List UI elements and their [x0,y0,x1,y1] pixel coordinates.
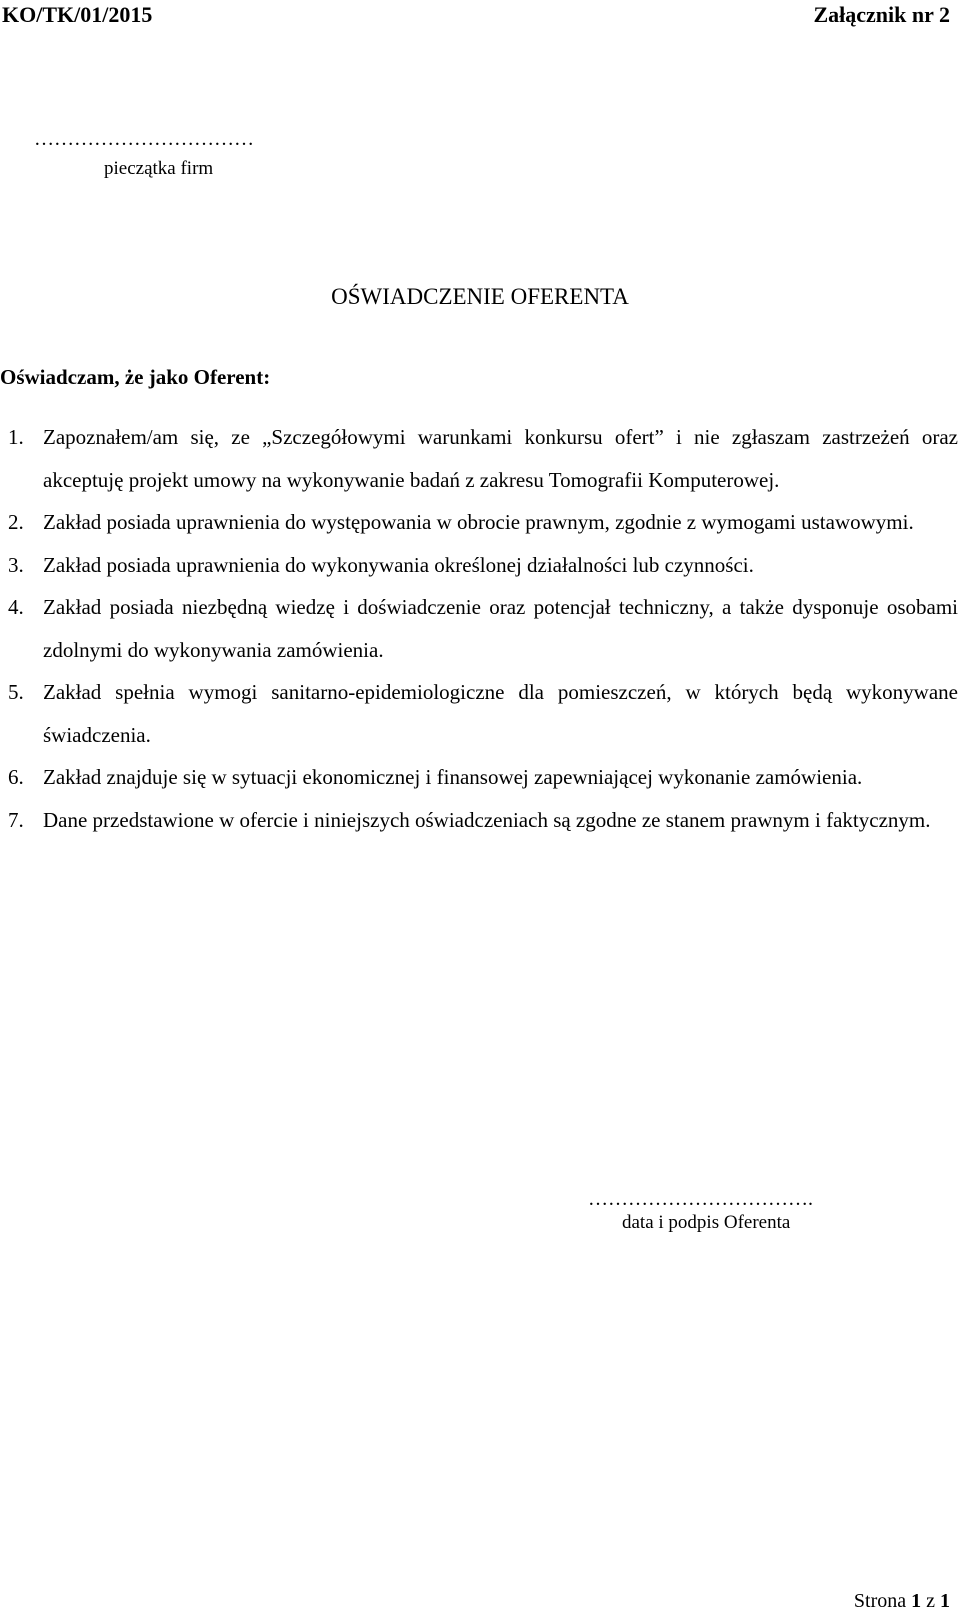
declaration-item-number: 3. [8,552,24,577]
declaration-item-number: 5. [8,680,24,704]
declaration-item [0,416,958,501]
declaration-item-text: Zakład spełnia wymogi sanitarno-epidemiologiczne dla pomieszczeń, w których będą wykonywane świadczenia. [43,680,958,747]
document-title [0,284,960,310]
declaration-item-text: Zakład znajduje się w sytuacji ekonomicznej i finansowej zapewniającej wykonanie zamówienia. [43,765,863,789]
stamp-label: pieczątka firm [104,158,214,179]
attachment-label: Załącznik nr 2 [813,2,950,27]
declaration-item [0,671,958,756]
declaration-item-number: 4. [8,595,24,619]
declaration-item-text: Zapoznałem/am się, ze „Szczegółowymi warunkami konkursu ofert” i nie zgłaszam zastrzeżeń oraz akceptuję projekt umowy na wykonywanie badań z zakresu Tomografii Komputerowej. [43,425,958,492]
declaration-item [0,756,958,799]
declaration-item-number: 1. [8,425,24,449]
declaration-item [0,544,958,587]
declaration-item-text: Zakład posiada uprawnienia do występowania w obrocie prawnym, zgodnie z wymogami ustawowymi. [43,510,914,534]
declaration-intro: Oświadczam, że jako Oferent: [0,365,271,389]
declaration-list [0,416,958,841]
declaration-item-text: Dane przedstawione w ofercie i niniejszych oświadczeniach są zgodne ze stanem prawnym i faktycznym. [43,807,931,832]
document-title-text: OŚWIADCZENIE OFERENTA [331,284,629,309]
stamp-dotted-line: …………………………… [34,128,254,150]
page-footer [854,1590,950,1613]
declaration-item-text: Zakład posiada uprawnienia do wykonywania określonej działalności lub czynności. [43,552,754,577]
footer-total-pages: 1 [940,1590,950,1612]
document-reference: KO/TK/01/2015 [2,2,153,27]
declaration-item [0,586,958,671]
declaration-item-number: 2. [8,510,24,534]
footer-prefix: Strona [853,1590,907,1612]
signature-dotted-line: ……………………………. [588,1188,813,1210]
declaration-item-number: 6. [8,765,24,789]
declaration-item [0,501,958,544]
declaration-item [0,799,958,842]
declaration-item-text: Zakład posiada niezbędną wiedzę i doświadczenie oraz potencjał techniczny, a także dysponuje osobami zdolnymi do wykonywania zamówienia. [43,595,958,662]
signature-label: data i podpis Oferenta [622,1212,791,1233]
footer-page-number: 1 [911,1590,922,1612]
footer-separator: z [926,1590,935,1612]
declaration-item-number: 7. [8,807,24,832]
